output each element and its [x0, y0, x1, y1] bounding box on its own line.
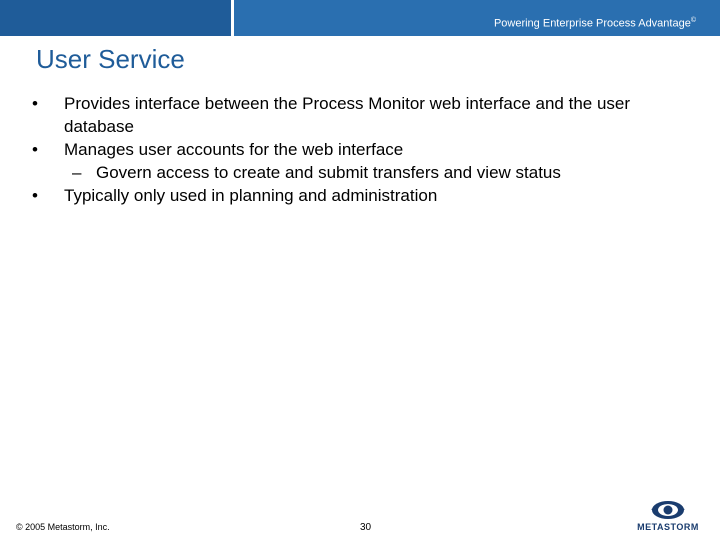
footer-copyright: © 2005 Metastorm, Inc. — [16, 522, 110, 532]
metastorm-logo — [622, 498, 714, 534]
bullet-mark: • — [32, 186, 38, 205]
sub-bullet-mark: – — [72, 163, 82, 182]
bullet-text: Typically only used in planning and administration — [64, 186, 438, 205]
header-bar — [0, 0, 720, 36]
bullet-text: Provides interface between the Process Monitor web interface and the user database — [64, 94, 631, 136]
tagline-mark: © — [690, 17, 696, 24]
tagline-text: Powering Enterprise Process Advantage — [493, 17, 691, 30]
eye-logo-icon — [622, 498, 714, 522]
bullet-item — [28, 92, 698, 138]
tagline — [494, 17, 696, 30]
sub-bullet-text: Govern access to create and submit transfers and view status — [96, 163, 561, 182]
sub-bullet-item — [28, 161, 698, 184]
bullet-list — [28, 92, 698, 207]
bullet-text: Manages user accounts for the web interface — [64, 140, 404, 159]
bullet-mark: • — [32, 94, 38, 113]
bullet-mark: • — [32, 140, 38, 159]
bullet-item — [28, 138, 698, 161]
logo-text: METASTORM — [637, 522, 699, 532]
header-left-panel — [0, 0, 230, 36]
slide-title: User Service — [36, 44, 185, 74]
bullet-item — [28, 184, 698, 207]
page-number: 30 — [360, 522, 372, 533]
